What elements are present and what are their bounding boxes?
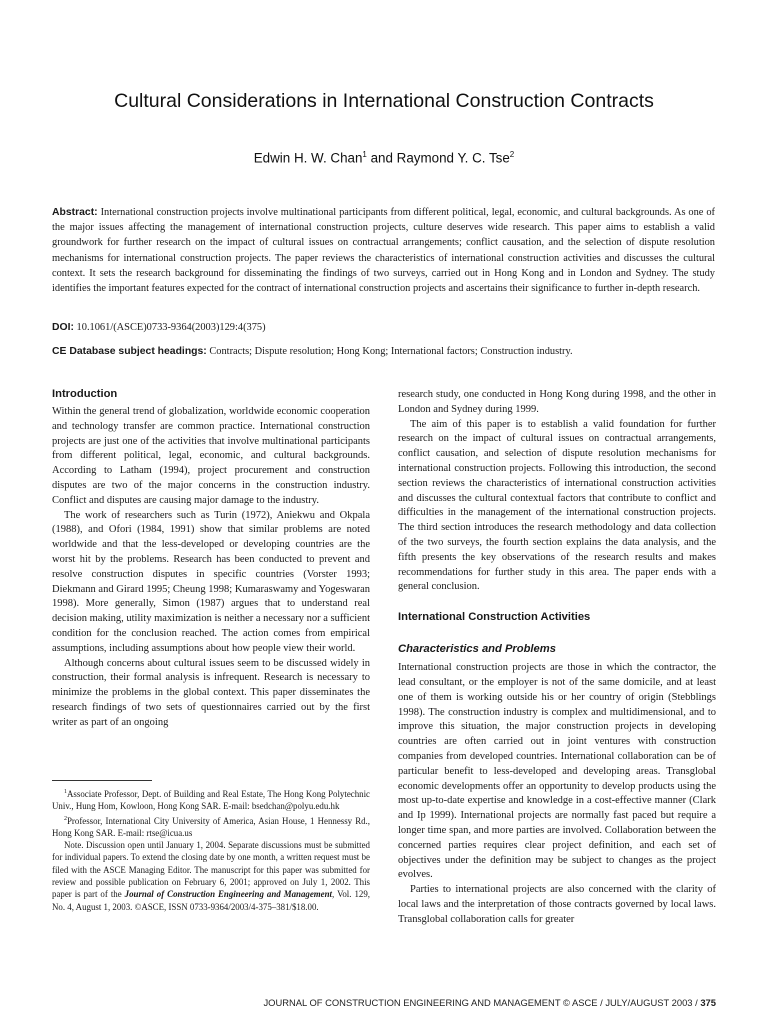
doi-value[interactable]: 10.1061/(ASCE)0733-9364(2003)129:4(375) (76, 322, 266, 333)
parties-paragraph: Parties to international projects are also concerned with the clarity of local laws and the interpretation of those contracts governed by local laws. Transglobal collaboration calls for greater (398, 884, 716, 925)
journal-name: Journal of Construction Engineering and Management (124, 889, 333, 900)
author-2-affiliation-mark: 2 (509, 150, 515, 159)
editorial-note (52, 839, 370, 913)
author-2: Raymond Y. C. Tse (396, 150, 510, 166)
footnotes (52, 786, 370, 913)
footnote-2 (52, 813, 370, 840)
paper-title: Cultural Considerations in International Construction Contracts (114, 90, 654, 112)
footnote-1-text: Associate Professor, Dept. of Building and Real Estate, The Hong Kong Polytechnic Univ., Hung Hom, Kowloon, Hong Kong SAR. E-mail: bsedchan@polyu.edu.hk (52, 788, 370, 812)
subject-headings-label: CE Database subject headings: (52, 346, 207, 357)
intro-paragraph-3-continued: research study, one conducted in Hong Kong during 1998, and the other in London and Sydney during 1999. (398, 389, 716, 415)
subsection-heading-characteristics: Characteristics and Problems (398, 643, 556, 656)
intro-paragraph-2: The work of researchers such as Turin (1972), Aniekwu and Okpala (1988), and Ofori (1984, 1991) show that similar problems are noted worldwide and that the less-developed or developing countries are the worst hit by the problems. Research has been conducted to prevent and resolve construction disputes in specific countries (Vorster 1993; Diekmann and Girard 1995; Cheung 1998; Kumaraswamy and Yogeswaran 1998). More generally, Simon (1987) argues that to understand real decision making, utility maximization is neither a necessary nor a sufficient condition for the conclusion reached. The action comes from empirical assumptions, including assumptions about how people view their world. (52, 509, 370, 654)
running-footer (160, 997, 716, 1008)
left-column (52, 388, 370, 731)
abstract-label: Abstract: (52, 207, 98, 218)
abstract-text: International construction projects involve multinational participants from different political, legal, economic, and cultural backgrounds. As one of the major issues affecting the management of international construction projects, culture deserves wide research. This paper aims to establish a valid groundwork for further research on the impact of cultural issues on contractual arrangements; conflict causation, and the selection of dispute resolution mechanisms for international construction projects. The paper reviews the characteristics of international construction activities and discusses the cultural context. It sets the research background for disseminating the findings of two surveys, carried out in Hong Kong and in London and Sydney. The study identifies the important features expected for the contract of international construction projects and ascertains their significance to further in-depth research. (52, 207, 715, 295)
subject-headings (52, 346, 715, 357)
characteristics-paragraph: International construction projects are those in which the contractor, the lead consultant, or the employer is not of the same domicile, and at least one of them is working outside his or her country of origin (Stebblings 1998). The construction industry is complex and multidimensional, and to improve this situation, the major construction projects in developing countries are often carried out in joint ventures with construction companies from developed countries. International collaboration can be of particular benefit to less-developed and developing areas. Transglobal economic developments offer an opportunity to develop products using the most up-to-date expertise and knowledge in a cost-effective manner (Clark and Ip 1999). International projects are normally fast paced but require a longer time span, and more parties are involved. Collaboration between the concerned parties requires clear project definition, and each set of objectives under the definition may be subject to changes as the project evolves. (398, 662, 716, 881)
subject-headings-value: Contracts; Dispute resolution; Hong Kong; International factors; Construction industry. (209, 346, 573, 357)
doi-line (52, 322, 715, 333)
right-column (398, 388, 716, 928)
author-1: Edwin H. W. Chan (253, 150, 363, 166)
intro-paragraph-3: Although concerns about cultural issues seem to be discussed widely in construction, their formal analysis is infrequent. Research is necessary to minimize the problems in the global context. This paper disseminates the research findings of two sets of questionnaires carried out by the first writer as part of an ongoing (52, 657, 370, 728)
section-heading-introduction: Introduction (52, 388, 118, 400)
note-text-start: Note. Discussion open until January 1, 2004. Separate discussions must be submitted for individual papers. To extend the closing date by one month, a written request must be filed with the ASCE Managing Editor. The manuscript for this paper was submitted for review and possible publication on February 6, 2001; approved on July 1, 2002. This paper is part of the (52, 840, 370, 900)
section-heading-international-construction: International Construction Activities (398, 611, 591, 624)
note-text-end: , Vol. 129, No. 4, August 1, 2003. ©ASCE, ISSN 0733-9364/2003/4-375–381/$18.00. (52, 889, 370, 912)
intro-paragraph-1: Within the general trend of globalization, worldwide economic cooperation and technology transfer are common practice. International construction projects are just one of the activities that involve multinational participants from different political, legal, economic, and cultural backgrounds. According to Latham (1994), project procurement and construction disputes are two of the major concerns in the construction industry. Conflict and disputes are causing major damage to the industry. (52, 406, 370, 506)
footnote-2-mark: 2 (64, 815, 67, 822)
page-number: 375 (700, 997, 716, 1008)
intro-paragraph-aim: The aim of this paper is to establish a valid foundation for further research on the impact of cultural issues on contractual arrangements, conflict causation, and selection of dispute resolution mechanisms for international construction projects. Following this introduction, the second section reviews the characteristics of international construction activities and discusses the cultural contextual factors that contribute to conflict and difficulties in the management of the international construction projects. The third section introduces the research methodology and data collection of the two surveys, the fourth section explains the data analysis, and the fifth presents the key observations of the research results and makes recommendations for further study in this area. The paper ends with a general conclusion. (398, 418, 716, 593)
author-line (60, 150, 708, 165)
abstract (52, 205, 715, 296)
author-conjunction: and (366, 150, 397, 166)
author-1-affiliation-mark: 1 (362, 150, 367, 159)
doi-label: DOI: (52, 322, 74, 333)
footnote-divider (52, 780, 152, 781)
footnote-2-text: Professor, International City University of America, Asian House, 1 Hennessy Rd., Hong Kong SAR. E-mail: rtse@icua.us (52, 815, 370, 838)
running-footer-text: JOURNAL OF CONSTRUCTION ENGINEERING AND MANAGEMENT © ASCE / JULY/AUGUST 2003 / (263, 997, 701, 1008)
footnote-1 (52, 786, 370, 813)
footnote-1-mark: 1 (64, 789, 67, 795)
